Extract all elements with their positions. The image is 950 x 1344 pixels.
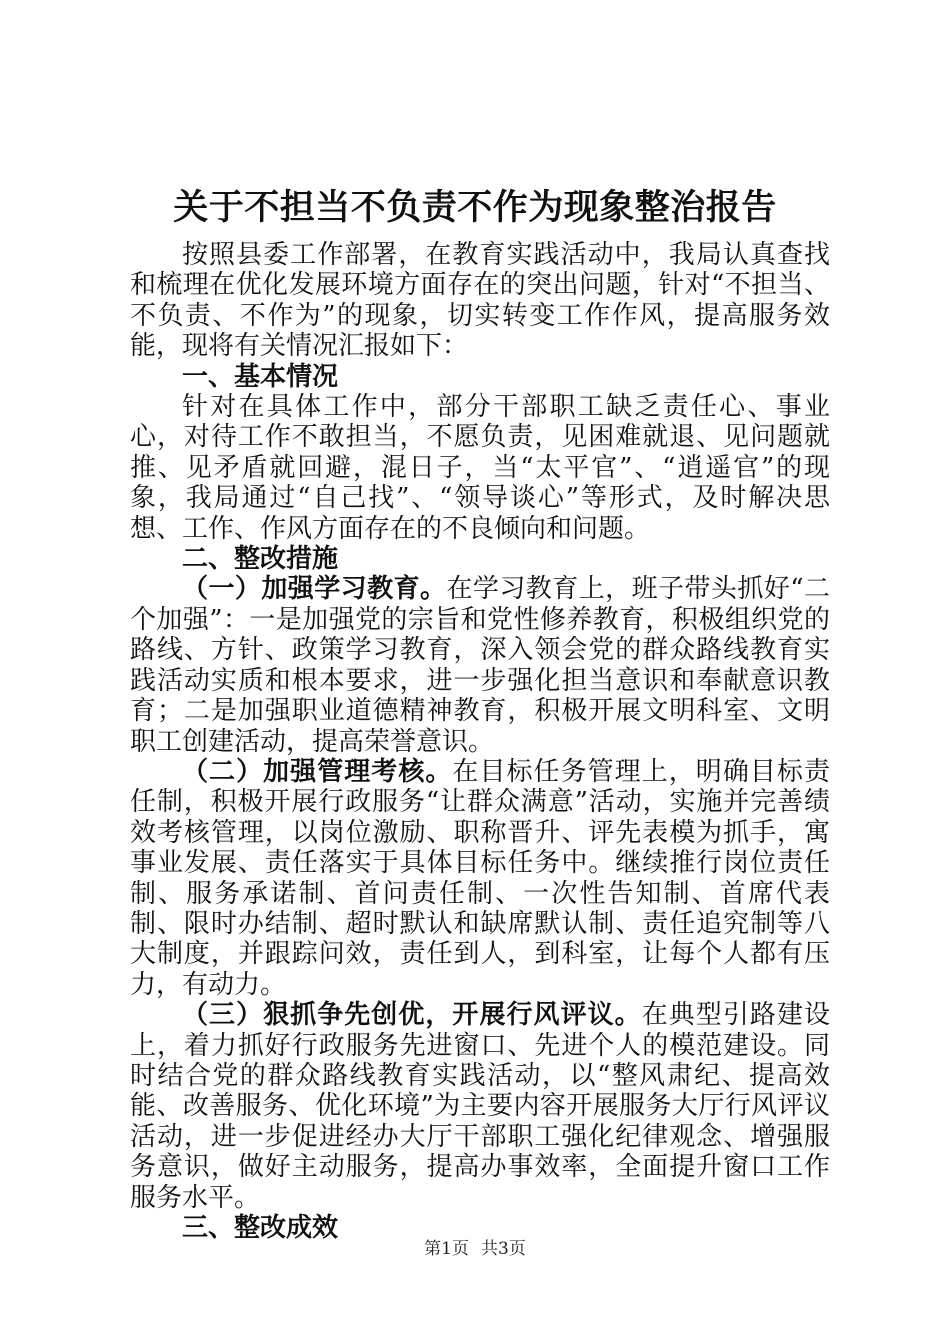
measure-item-3-text: 在典型引路建设上，着力抓好行政服务先进窗口、先进个人的模范建设。同时结合党的群众路线教育实践活动，以“整风肃纪、提高效能、改善服务、优化环境”为主要内容开展服务大厅行风评议活动，进一步促进经办大厅干部职工强化纪律观念、增强服务意识，做好主动服务，提高办事效率，全面提升窗口工作服务水平。 [130, 1000, 830, 1213]
document-title: 关于不担当不负责不作为现象整治报告 [173, 188, 777, 228]
page-footer [0, 1238, 950, 1260]
basic-situation-paragraph: 针对在具体工作中，部分干部职工缺乏责任心、事业心，对待工作不敢担当，不愿负责，见困难就退、见问题就推、见矛盾就回避，混日子，当“太平官”、“逍遥官”的现象，我局通过“自己找”、“领导谈心”等形式，及时解决思想、工作、作风方面存在的不良倾向和问题。 [130, 392, 830, 544]
measure-item-2-lead: （二）加强管理考核。 [182, 756, 453, 787]
document-body [130, 240, 830, 1243]
measure-item-3 [130, 1000, 830, 1213]
page-number: 第1页 [424, 1239, 469, 1259]
section-heading-measures: 二、整改措施 [182, 544, 339, 575]
measure-item-3-lead: （三）狠抓争先创优，开展行风评议。 [182, 1000, 642, 1031]
measure-item-2-text: 在目标任务管理上，明确目标责任制，积极开展行政服务“让群众满意”活动，实施并完善绩效考核管理，以岗位激励、职称晋升、评先表模为抓手，寓事业发展、责任落实于具体目标任务中。继续推行岗位责任制、服务承诺制、首问责任制、一次性告知制、首席代表制、限时办结制、超时默认和缺席默认制、责任追究制等八大制度，并跟踪问效，责任到人，到科室，让每个人都有压力，有动力。 [130, 756, 830, 1000]
measure-item-2 [130, 757, 830, 1000]
measure-item-1-lead: （一）加强学习教育。 [182, 574, 447, 605]
measure-item-1-text: 在学习教育上，班子带头抓好“二个加强”：一是加强党的宗旨和党性修养教育，积极组织党的路线、方针、政策学习教育，深入领会党的群众路线教育实践活动实质和根本要求，进一步强化担当意识和奉献意识教育；二是加强职业道德精神教育，积极开展文明科室、文明职工创建活动，提高荣誉意识。 [130, 574, 830, 757]
page-total: 共3页 [481, 1239, 526, 1259]
measure-item-1 [130, 574, 830, 756]
section-heading-results: 三、整改成效 [182, 1213, 339, 1243]
intro-paragraph: 按照县委工作部署，在教育实践活动中，我局认真查找和梳理在优化发展环境方面存在的突出问题，针对“不担当、不负责、不作为”的现象，切实转变工作作风，提高服务效能，现将有关情况汇报如下： [130, 240, 830, 362]
section-heading-basic: 一、基本情况 [182, 361, 339, 392]
